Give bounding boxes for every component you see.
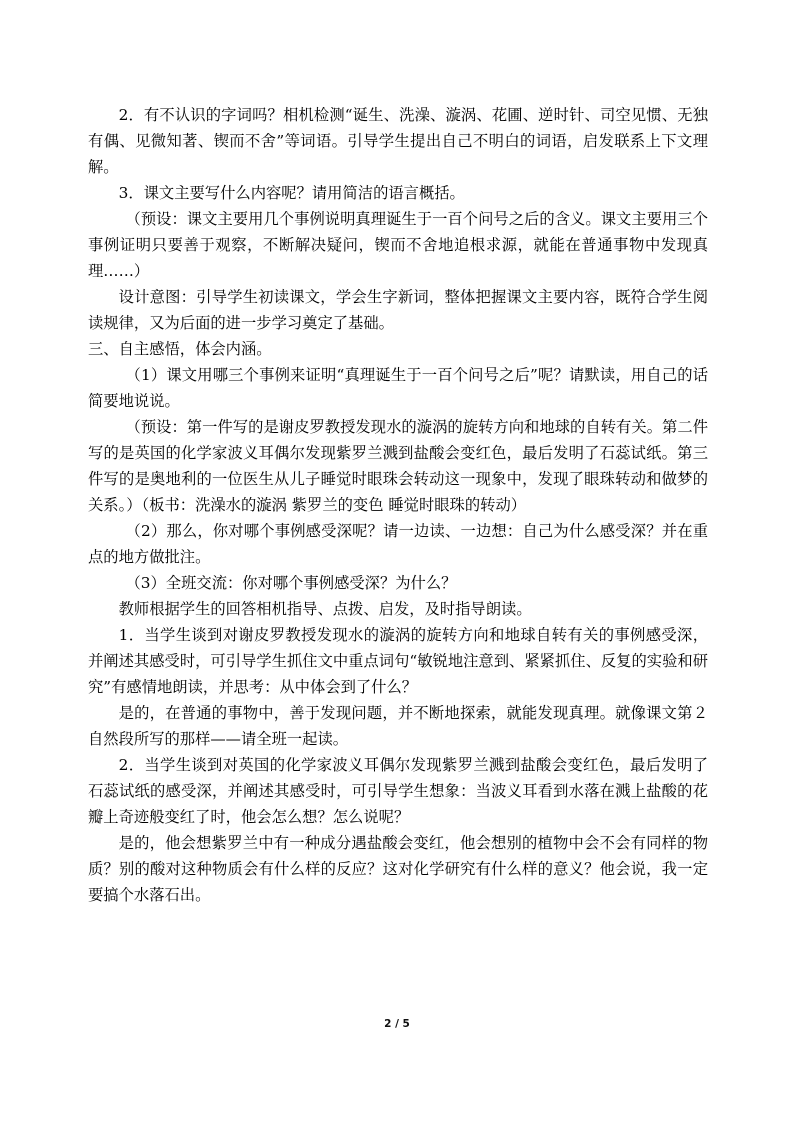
paragraph-case-1-summary: 是的，在普通的事物中，善于发现问题，并不断地探索，就能发现真理。就像课文第２自然段所写的那样——请全班一起读。 [88,704,708,748]
paragraph-question-1: （1）课文用哪三个事例来证明“真理诞生于一百个问号之后”呢？请默读，用自己的话简要地说说。 [88,366,708,410]
paragraph-case-1: 1．当学生谈到对谢皮罗教授发现水的漩涡的旋转方向和地球自转有关的事例感受深，并阐述其感受时，可引导学生抓住文中重点词句“敏锐地注意到、紧紧抓住、反复的实验和研究”有感情地朗读，并思考：从中体会到了什么？ [88,626,708,696]
paragraph-step-3: 3．课文主要写什么内容呢？请用简洁的语言概括。 [118,184,465,202]
paragraph-teacher-guide: 教师根据学生的回答相机指导、点拨、启发，及时指导朗读。 [118,600,532,618]
paragraph-case-2-summary: 是的，他会想紫罗兰中有一种成分遇盐酸会变红，他会想别的植物中会不会有同样的物质？别的酸对这种物质会有什么样的反应？这对化学研究有什么样的意义？他会说，我一定要搞个水落石出。 [88,834,708,904]
paragraph-question-3: （3）全班交流：你对哪个事例感受深？为什么？ [125,574,457,592]
paragraph-design-intent: 设计意图：引导学生初读课文，学会生字新词，整体把握课文主要内容，既符合学生阅读规律，又为后面的进一步学习奠定了基础。 [88,288,708,332]
document-body [88,102,708,908]
paragraph-case-2: 2．当学生谈到对英国的化学家波义耳偶尔发现紫罗兰溅到盐酸会变红色，最后发明了石蕊试纸的感受深，并阐述其感受时，可引导学生想象：当波义耳看到水落在溅上盐酸的花瓣上奇迹般变红了时，他会怎么想？怎么说呢？ [88,756,708,826]
section-heading-3: 三、自主感悟，体会内涵。 [88,340,272,358]
page-number: 2 / 5 [384,1018,410,1030]
paragraph-preview-2: （预设：第一件写的是谢皮罗教授发现水的漩涡的旋转方向和地球的自转有关。第二件写的是英国的化学家波义耳偶尔发现紫罗兰溅到盐酸会变红色，最后发明了石蕊试纸。第三件写的是奥地利的一位医生从儿子睡觉时眼珠会转动这一现象中，发现了眼珠转动和做梦的关系。）（板书：洗澡水的漩涡 紫罗兰的变色 睡觉时眼珠的转动） [88,418,708,514]
paragraph-question-2: （2）那么，你对哪个事例感受深呢？请一边读、一边想：自己为什么感受深？并在重点的地方做批注。 [88,522,708,566]
paragraph-step-2: 2．有不认识的字词吗？相机检测“诞生、洗澡、漩涡、花圃、逆时针、司空见惯、无独有偶、见微知著、锲而不舍”等词语。引导学生提出自己不明白的词语，启发联系上下文理解。 [88,106,708,176]
paragraph-preview-1: （预设：课文主要用几个事例说明真理诞生于一百个问号之后的含义。课文主要用三个事例证明只要善于观察，不断解决疑问，锲而不舍地追根求源，就能在普通事物中发现真理……） [88,210,708,280]
